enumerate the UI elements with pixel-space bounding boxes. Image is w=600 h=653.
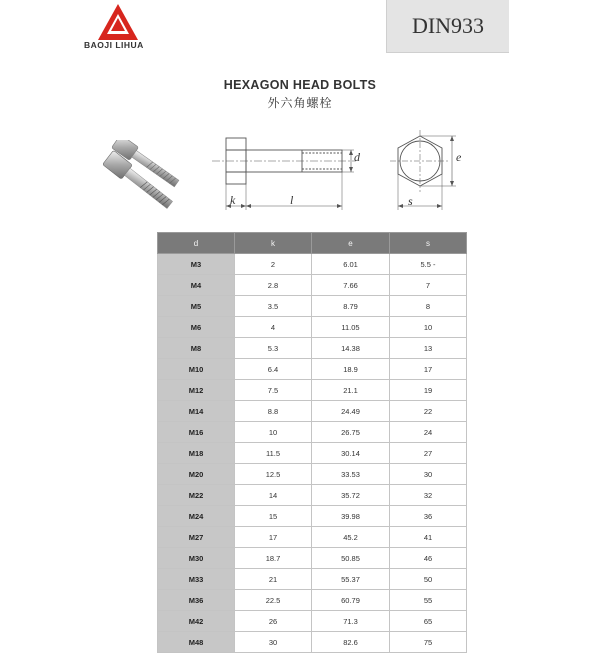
header-k: k (235, 233, 312, 254)
cell-size: M42 (158, 611, 235, 632)
cell-e: 55.37 (312, 569, 390, 590)
cell-k: 11.5 (235, 443, 312, 464)
cell-s: 24 (390, 422, 467, 443)
cell-e: 45.2 (312, 527, 390, 548)
cell-size: M3 (158, 254, 235, 275)
cell-size: M10 (158, 359, 235, 380)
page-title: HEXAGON HEAD BOLTS (223, 78, 377, 92)
cell-s: 27 (390, 443, 467, 464)
cell-size: M4 (158, 275, 235, 296)
cell-s: 10 (390, 317, 467, 338)
cell-e: 50.85 (312, 548, 390, 569)
cell-e: 8.79 (312, 296, 390, 317)
cell-k: 18.7 (235, 548, 312, 569)
table-row (158, 275, 467, 296)
cell-size: M18 (158, 443, 235, 464)
cell-k: 2.8 (235, 275, 312, 296)
cell-k: 10 (235, 422, 312, 443)
cell-e: 11.05 (312, 317, 390, 338)
cell-e: 7.66 (312, 275, 390, 296)
cell-s: 17 (390, 359, 467, 380)
table-row (158, 359, 467, 380)
cell-size: M36 (158, 590, 235, 611)
cell-e: 6.01 (312, 254, 390, 275)
cell-size: M8 (158, 338, 235, 359)
triangle-logo-icon (98, 4, 138, 40)
hexagon-end-view-diagram (380, 128, 460, 212)
cell-size: M14 (158, 401, 235, 422)
cell-size: M30 (158, 548, 235, 569)
table-row (158, 632, 467, 653)
table-row (158, 317, 467, 338)
page-subtitle: 外六角螺栓 (267, 96, 333, 110)
cell-k: 8.8 (235, 401, 312, 422)
table-row (158, 338, 467, 359)
table-row (158, 422, 467, 443)
cell-s: 13 (390, 338, 467, 359)
brand-name: BAOJI LIHUA (84, 40, 144, 50)
specification-table (157, 232, 467, 653)
dim-label-e: e (456, 150, 462, 164)
cell-e: 33.53 (312, 464, 390, 485)
table-header-row (158, 233, 467, 254)
cell-s: 41 (390, 527, 467, 548)
header-e: e (312, 233, 390, 254)
cell-k: 6.4 (235, 359, 312, 380)
cell-e: 35.72 (312, 485, 390, 506)
table-row (158, 254, 467, 275)
cell-e: 71.3 (312, 611, 390, 632)
cell-s: 8 (390, 296, 467, 317)
cell-e: 14.38 (312, 338, 390, 359)
cell-s: 22 (390, 401, 467, 422)
cell-k: 22.5 (235, 590, 312, 611)
cell-e: 26.75 (312, 422, 390, 443)
table-row (158, 527, 467, 548)
cell-s: 50 (390, 569, 467, 590)
cell-s: 46 (390, 548, 467, 569)
cell-s: 32 (390, 485, 467, 506)
brand-logo (84, 4, 164, 50)
cell-k: 17 (235, 527, 312, 548)
table-row (158, 401, 467, 422)
cell-s: 30 (390, 464, 467, 485)
cell-s: 55 (390, 590, 467, 611)
cell-e: 82.6 (312, 632, 390, 653)
cell-e: 24.49 (312, 401, 390, 422)
bolt-photo-icon (100, 140, 196, 218)
standard-badge: DIN933 (386, 0, 509, 53)
cell-k: 12.5 (235, 464, 312, 485)
cell-k: 14 (235, 485, 312, 506)
cell-k: 26 (235, 611, 312, 632)
cell-size: M5 (158, 296, 235, 317)
cell-k: 30 (235, 632, 312, 653)
cell-size: M22 (158, 485, 235, 506)
cell-k: 7.5 (235, 380, 312, 401)
cell-k: 15 (235, 506, 312, 527)
cell-size: M6 (158, 317, 235, 338)
table-body (158, 254, 467, 653)
cell-size: M12 (158, 380, 235, 401)
cell-size: M33 (158, 569, 235, 590)
cell-e: 30.14 (312, 443, 390, 464)
cell-e: 60.79 (312, 590, 390, 611)
dim-label-s: s (408, 194, 413, 208)
cell-k: 21 (235, 569, 312, 590)
cell-s: 19 (390, 380, 467, 401)
table-row (158, 443, 467, 464)
table-row (158, 506, 467, 527)
cell-s: 75 (390, 632, 467, 653)
header-d: d (158, 233, 235, 254)
table-row (158, 569, 467, 590)
cell-e: 39.98 (312, 506, 390, 527)
cell-s: 36 (390, 506, 467, 527)
cell-size: M16 (158, 422, 235, 443)
table-row (158, 380, 467, 401)
cell-s: 65 (390, 611, 467, 632)
cell-k: 2 (235, 254, 312, 275)
table-row (158, 611, 467, 632)
table-row (158, 590, 467, 611)
cell-k: 4 (235, 317, 312, 338)
cell-size: M48 (158, 632, 235, 653)
dim-label-d: d (354, 150, 360, 164)
dim-label-l: l (290, 193, 294, 207)
cell-size: M24 (158, 506, 235, 527)
table-row (158, 296, 467, 317)
dim-label-k: k (230, 193, 236, 207)
cell-s: 5.5 - (390, 254, 467, 275)
cell-k: 3.5 (235, 296, 312, 317)
cell-size: M20 (158, 464, 235, 485)
cell-s: 7 (390, 275, 467, 296)
table-row (158, 464, 467, 485)
cell-size: M27 (158, 527, 235, 548)
table-row (158, 485, 467, 506)
table-row (158, 548, 467, 569)
cell-e: 18.9 (312, 359, 390, 380)
cell-k: 5.3 (235, 338, 312, 359)
header-s: s (390, 233, 467, 254)
cell-e: 21.1 (312, 380, 390, 401)
